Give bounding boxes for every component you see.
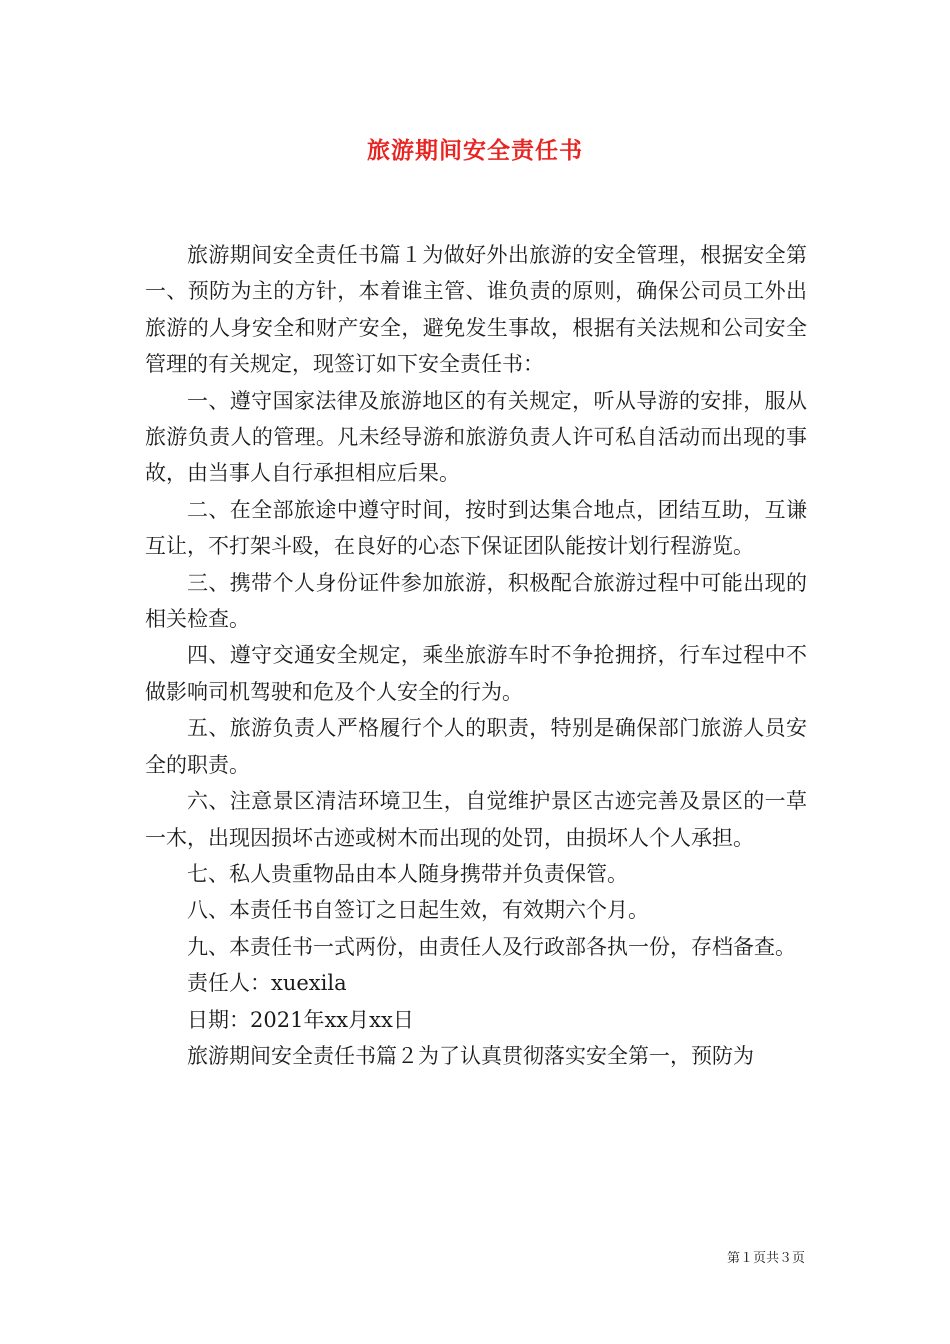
document-body	[145, 237, 807, 1074]
page-number-footer: 第１页共３页	[726, 1251, 805, 1266]
paragraph-item-6: 六、注意景区清洁环境卫生，自觉维护景区古迹完善及景区的一草一木，出现因损坏古迹或树木而出现的处罚，由损坏人个人承担。	[145, 789, 807, 850]
signing-date: 日期：2021年xx月xx日	[187, 1007, 414, 1032]
document-title: 旅游期间安全责任书	[367, 137, 583, 164]
responsible-person: 责任人：xuexila	[187, 971, 347, 996]
paragraph-section-2-intro: 旅游期间安全责任书篇２为了认真贯彻落实安全第一，预防为	[187, 1043, 754, 1068]
paragraph-item-2: 二、在全部旅途中遵守时间，按时到达集合地点，团结互助，互谦互让，不打架斗殴，在良好的心态下保证团队能按计划行程游览。	[145, 497, 807, 559]
paragraph-intro: 旅游期间安全责任书篇１为做好外出旅游的安全管理，根据安全第一、预防为主的方针，本着谁主管、谁负责的原则，确保公司员工外出旅游的人身安全和财产安全，避免发生事故，根据有关法规和公司安全管理的有关规定，现签订如下安全责任书：	[145, 243, 807, 377]
paragraph-item-5: 五、旅游负责人严格履行个人的职责，特别是确保部门旅游人员安全的职责。	[145, 716, 807, 777]
paragraph-item-7: 七、私人贵重物品由本人随身携带并负责保管。	[187, 861, 628, 886]
paragraph-item-3: 三、携带个人身份证件参加旅游，积极配合旅游过程中可能出现的相关检查。	[145, 570, 807, 632]
paragraph-item-8: 八、本责任书自签订之日起生效，有效期六个月。	[187, 898, 649, 923]
paragraph-item-1: 一、遵守国家法律及旅游地区的有关规定，听从导游的安排，服从旅游负责人的管理。凡未经导游和旅游负责人许可私自活动而出现的事故，由当事人自行承担相应后果。	[145, 388, 807, 486]
paragraph-item-9: 九、本责任书一式两份，由责任人及行政部各执一份，存档备查。	[187, 934, 796, 959]
paragraph-item-4: 四、遵守交通安全规定，乘坐旅游车时不争抢拥挤，行车过程中不做影响司机驾驶和危及个人安全的行为。	[145, 643, 807, 704]
